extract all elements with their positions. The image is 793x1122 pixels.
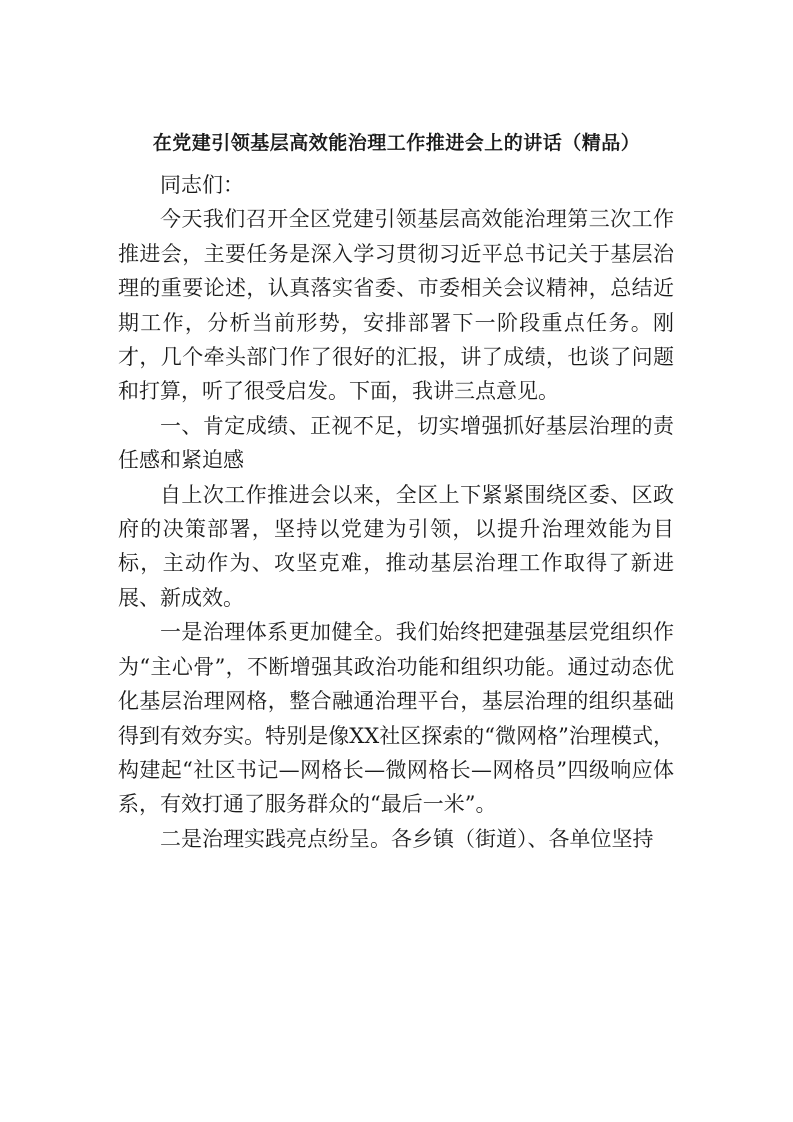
paragraph-achievements: 自上次工作推进会以来，全区上下紧紧围绕区委、区政府的决策部署，坚持以党建为引领，以提升治理效能为目标，主动作为、攻坚克难，推动基层治理工作取得了新进展、新成效。 — [118, 482, 674, 610]
salutation: 同志们： — [160, 173, 244, 197]
document-title: 在党建引领基层高效能治理工作推进会上的讲话（精品） — [152, 132, 641, 154]
paragraph-intro: 今天我们召开全区党建引领基层高效能治理第三次工作推进会，主要任务是深入学习贯彻习近平总书记关于基层治理的重要论述，认真落实省委、市委相关会议精神，总结近期工作，分析当前形势，安排部署下一阶段重点任务。刚才，几个牵头部门作了很好的汇报，讲了成绩，也谈了问题和打算，听了很受启发。下面，我讲三点意见。 — [118, 207, 674, 404]
paragraph-point-2: 二是治理实践亮点纷呈。各乡镇（街道）、各单位坚持 — [160, 826, 654, 851]
document-body — [118, 168, 674, 856]
section-heading-1: 一、肯定成绩、正视不足，切实增强抓好基层治理的责任感和紧迫感 — [118, 413, 674, 473]
paragraph-point-1: 一是治理体系更加健全。我们始终把建强基层党组织作为“主心骨”，不断增强其政治功能和组织功能。通过动态优化基层治理网格，整合融通治理平台，基层治理的组织基础得到有效夯实。特别是像XX社区探索的“微网格”治理模式，构建起“社区书记—网格长—微网格长—网格员”四级响应体系，有效打通了服务群众的“最后一米”。 — [118, 620, 674, 817]
